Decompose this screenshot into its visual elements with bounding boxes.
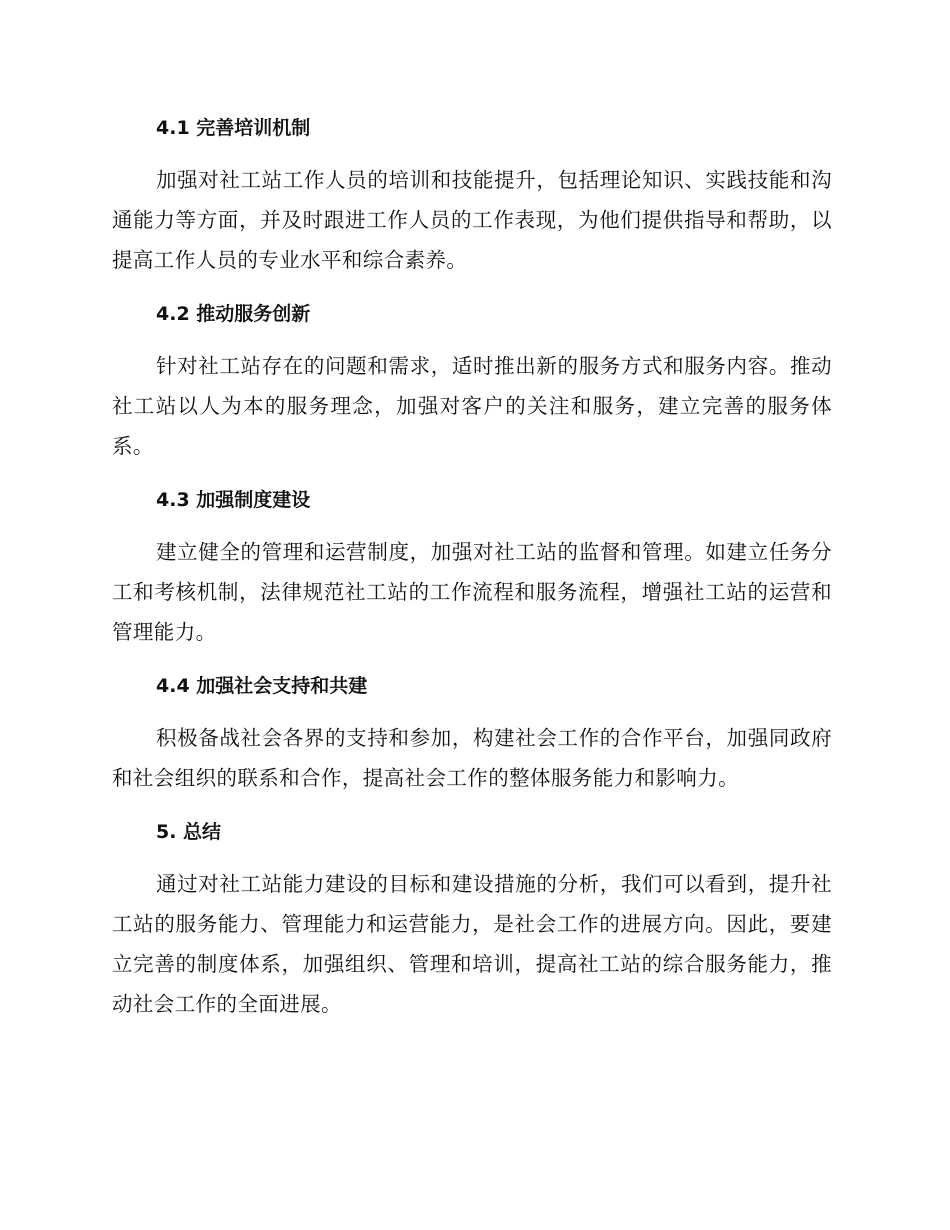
section-paragraph-4-3: 建立健全的管理和运营制度，加强对社工站的监督和管理。如建立任务分工和考核机制，法律规范社工站的工作流程和服务流程，增强社工站的运营和管理能力。: [112, 540, 832, 644]
section-heading-4-2: 4.2 推动服务创新: [156, 303, 311, 325]
section-paragraph-4-4: 积极备战社会各界的支持和参加，构建社会工作的合作平台，加强同政府和社会组织的联系和合作，提高社会工作的整体服务能力和影响力。: [112, 726, 832, 790]
section-heading-4-1: 4.1 完善培训机制: [156, 117, 311, 139]
section-heading-5: 5. 总结: [156, 821, 222, 843]
section-paragraph-4-1: 加强对社工站工作人员的培训和技能提升，包括理论知识、实践技能和沟通能力等方面，并及时跟进工作人员的工作表现，为他们提供指导和帮助，以提高工作人员的专业水平和综合素养。: [112, 168, 832, 272]
section-paragraph-4-2: 针对社工站存在的问题和需求，适时推出新的服务方式和服务内容。推动社工站以人为本的服务理念，加强对客户的关注和服务，建立完善的服务体系。: [112, 354, 832, 458]
section-paragraph-5: 通过对社工站能力建设的目标和建设措施的分析，我们可以看到，提升社工站的服务能力、管理能力和运营能力，是社会工作的进展方向。因此，要建立完善的制度体系，加强组织、管理和培训，提高社工站的综合服务能力，推动社会工作的全面进展。: [112, 872, 832, 1016]
section-heading-4-4: 4.4 加强社会支持和共建: [156, 675, 368, 697]
section-heading-4-3: 4.3 加强制度建设: [156, 489, 311, 511]
document-body: [112, 108, 832, 1038]
